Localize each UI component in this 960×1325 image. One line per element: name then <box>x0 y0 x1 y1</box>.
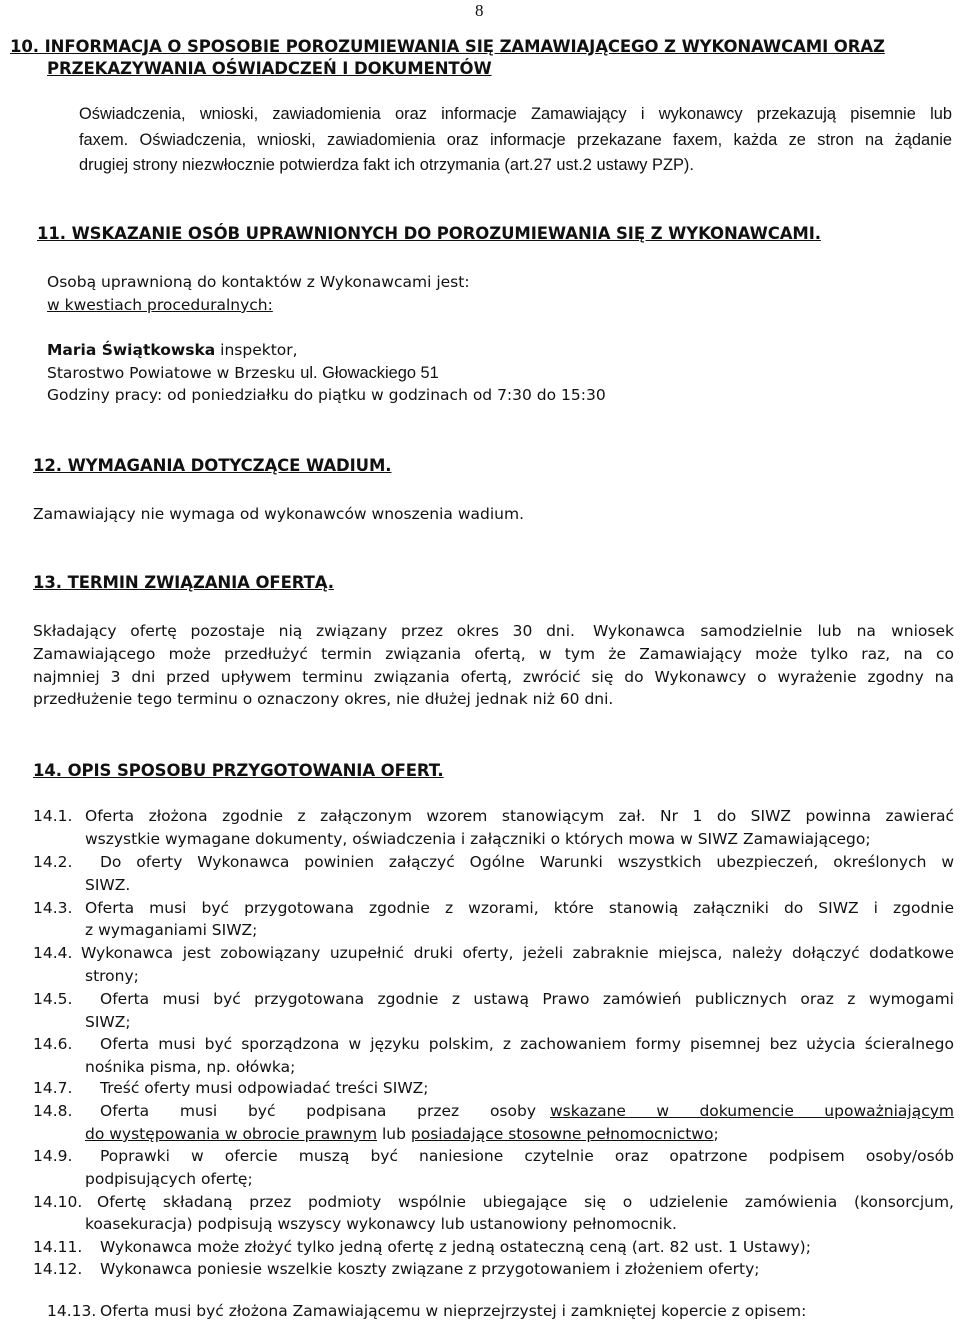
list-item-text-cont: nośnika pisma, np. ołówka; <box>85 1058 296 1076</box>
list-item-number: 14.4. <box>33 944 73 962</box>
section-10-paragraph-line: drugiej strony niezwłocznie potwierdza fakt ich otrzymania (art.27 ust.2 ustawy PZP). <box>79 156 694 174</box>
section-10-heading-cont: PRZEKAZYWANIA OŚWIADCZEŃ I DOKUMENTÓW <box>47 59 492 78</box>
section-10-paragraph-line: faxem. Oświadczenia, wnioski, zawiadomienia oraz informacje przekazane faxem, każda ze stron na żądanie <box>79 131 952 149</box>
list-item-text-cont: strony; <box>85 967 139 985</box>
section-14-heading: 14. OPIS SPOSOBU PRZYGOTOWANIA OFERT. <box>33 761 444 780</box>
list-item-text: Oferta musi być przygotowana zgodnie z wzorami, które stanowią załączniki do SIWZ i zgodnie <box>85 899 954 917</box>
offer-validity-line: przedłużenie tego terminu o oznaczony okres, nie dłużej jednak niż 60 dni. <box>33 690 614 708</box>
list-item-number: 14.13. <box>47 1302 97 1320</box>
contact-name: Maria Świątkowska <box>47 341 216 359</box>
list-item-text-cont: SIWZ. <box>85 876 131 894</box>
list-item-text: Oferta musi być przygotowana zgodnie z ustawą Prawo zamówień publicznych oraz z wymogami <box>100 990 954 1008</box>
list-item-text: Wykonawca jest zobowiązany uzupełnić druki oferty, jeżeli zabraknie miejsca, należy dołączyć dodatkowe <box>81 944 954 962</box>
list-item-text-plain: Oferta musi być podpisana przez osoby <box>100 1102 536 1120</box>
offer-validity-line: najmniej 3 dni przed upływem terminu związania ofertą, zwrócić się do Wykonawcy o wyrażenie zgodny na <box>33 668 954 686</box>
contact-address-office: Starostwo Powiatowe w Brzesku <box>47 364 301 382</box>
list-item-text-cont: wszystkie wymagane dokumenty, oświadczenia i załączniki o których mowa w SIWZ Zamawiającego; <box>85 830 871 848</box>
list-item-number: 14.5. <box>33 990 73 1008</box>
list-item-number: 14.8. <box>33 1102 73 1120</box>
contact-person <box>47 341 298 359</box>
contact-address-street: ul. Głowackiego 51 <box>300 364 439 382</box>
list-item-text: Oferta musi być złożona Zamawiającemu w nieprzejrzystej i zamkniętej kopercie z opisem: <box>100 1302 807 1320</box>
list-item-text: Oferta złożona zgodnie z załączonym wzorem stanowiącym zał. Nr 1 do SIWZ powinna zawierać <box>85 807 954 825</box>
section-10-paragraph-line: Oświadczenia, wnioski, zawiadomienia oraz informacje Zamawiający i wykonawcy przekazują pisemnie lub <box>79 105 952 123</box>
section-12-heading: 12. WYMAGANIA DOTYCZĄCE WADIUM. <box>33 456 392 475</box>
list-item-text: Do oferty Wykonawca powinien załączyć Ogólne Warunki wszystkich ubezpieczeń, określonych w <box>100 853 954 871</box>
list-item-text: Poprawki w ofercie muszą być naniesione czytelnie oraz opatrzone podpisem osoby/osób <box>100 1147 954 1165</box>
list-item-number: 14.11. <box>33 1238 83 1256</box>
list-item-text: Wykonawca może złożyć tylko jedną ofertę z jedną ostateczną ceną (art. 82 ust. 1 Ustawy); <box>100 1238 811 1256</box>
contact-subheading: w kwestiach proceduralnych: <box>47 296 273 314</box>
list-item-text-plain: ; <box>713 1125 719 1143</box>
contact-intro: Osobą uprawnioną do kontaktów z Wykonawcami jest: <box>47 273 470 291</box>
contact-hours: Godziny pracy: od poniedziałku do piątku w godzinach od 7:30 do 15:30 <box>47 386 606 404</box>
contact-role: inspektor, <box>215 341 298 359</box>
list-item-text-cont <box>85 1125 719 1143</box>
section-11-heading: 11. WSKAZANIE OSÓB UPRAWNIONYCH DO POROZUMIEWANIA SIĘ Z WYKONAWCAMI. <box>37 224 821 243</box>
list-item-text: Treść oferty musi odpowiadać treści SIWZ; <box>100 1079 429 1097</box>
list-item-text <box>100 1102 954 1120</box>
list-item-text-plain: lub <box>377 1125 411 1143</box>
list-item-number: 14.10. <box>33 1193 83 1211</box>
page-number: 8 <box>475 1 484 20</box>
list-item-text-cont: SIWZ; <box>85 1013 131 1031</box>
list-item-number: 14.3. <box>33 899 73 917</box>
section-10-heading: 10. INFORMACJA O SPOSOBIE POROZUMIEWANIA SIĘ ZAMAWIAJĄCEGO Z WYKONAWCAMI ORAZ <box>10 37 885 56</box>
offer-validity-part-b: Wykonawca samodzielnie lub na wniosek <box>593 622 954 640</box>
list-item-text: Wykonawca poniesie wszelkie koszty związane z przygotowaniem i złożeniem oferty; <box>100 1260 760 1278</box>
offer-validity-line: Zamawiającego może przedłużyć termin związania ofertą, w tym że Zamawiający może tylko raz, na co <box>33 645 954 663</box>
list-item-number: 14.9. <box>33 1147 73 1165</box>
offer-validity-line <box>33 622 954 640</box>
list-item-text: Oferta musi być sporządzona w języku polskim, z zachowaniem formy pisemnej bez użycia ścieralnego <box>100 1035 954 1053</box>
list-item-text-cont: podpisujących ofertę; <box>85 1170 253 1188</box>
legal-representation-link[interactable]: do występowania w obrocie prawnym <box>85 1125 378 1143</box>
authorization-document-link[interactable]: wskazane w dokumencie upoważniającym <box>550 1102 954 1120</box>
power-of-attorney-link[interactable]: posiadające stosowne pełnomocnictwo <box>410 1125 714 1143</box>
list-item-number: 14.6. <box>33 1035 73 1053</box>
list-item-text-cont: koasekuracja) podpisują wszyscy wykonawcy lub ustanowiony pełnomocnik. <box>85 1215 677 1233</box>
list-item-number: 14.2. <box>33 853 73 871</box>
list-item-number: 14.1. <box>33 807 73 825</box>
section-13-heading: 13. TERMIN ZWIĄZANIA OFERTĄ. <box>33 573 334 592</box>
list-item-text: Ofertę składaną przez podmioty wspólnie ubiegające się o udzielenie zamówienia (konsorcjum, <box>97 1193 954 1211</box>
list-item-text-cont: z wymaganiami SIWZ; <box>85 921 258 939</box>
contact-address <box>47 364 439 383</box>
offer-validity-part-a: Składający ofertę pozostaje nią związany przez okres 30 dni. <box>33 622 575 640</box>
list-item-number: 14.7. <box>33 1079 73 1097</box>
wadium-text: Zamawiający nie wymaga od wykonawców wnoszenia wadium. <box>33 505 524 523</box>
list-item-number: 14.12. <box>33 1260 83 1278</box>
